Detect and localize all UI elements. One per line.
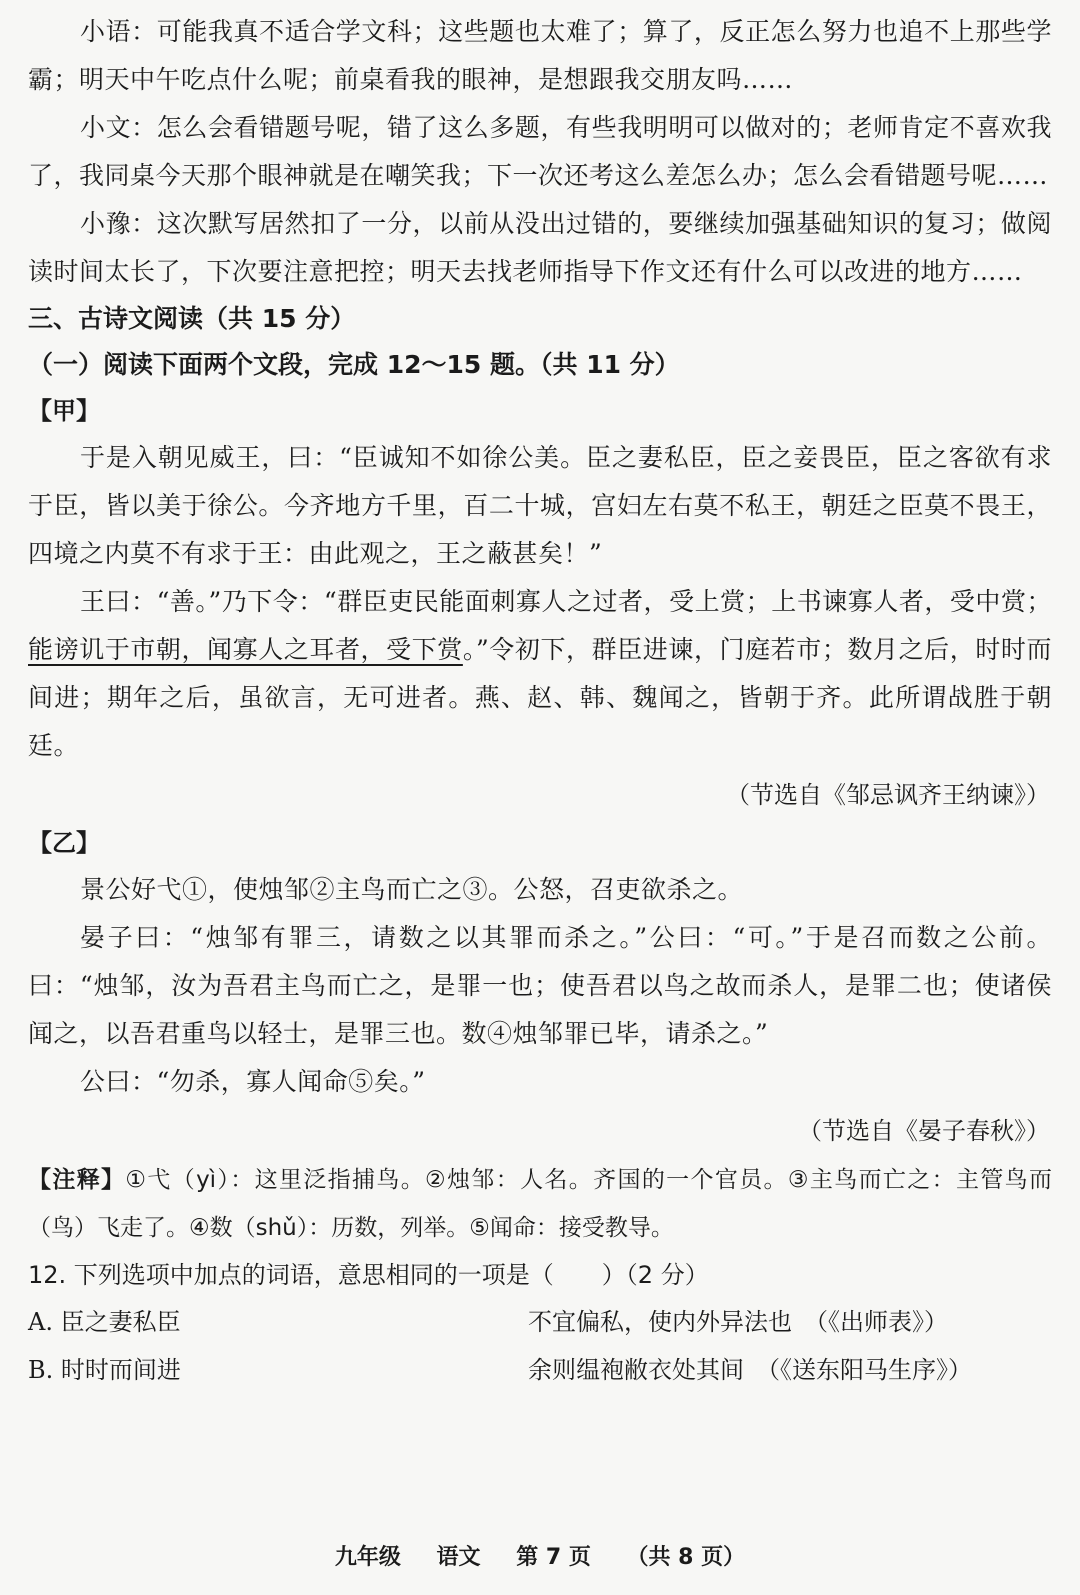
- passage-jia-paragraph-2: [28, 578, 1052, 770]
- page-footer: [0, 1540, 1080, 1576]
- passage-yi-source: （节选自《晏子春秋》）: [798, 1117, 1050, 1145]
- question-12-stem: 12. 下列选项中加点的词语，意思相同的一项是（ ）（2 分）: [28, 1261, 709, 1289]
- footer-subject: 语文: [436, 1545, 481, 1570]
- footer-total: （共 8 页）: [626, 1545, 746, 1570]
- speaker-label: 小豫：: [80, 209, 157, 238]
- option-left: B. 时时而间进: [28, 1356, 181, 1384]
- reflection-xiaoyu: [28, 8, 1052, 104]
- passage-yi-tag: 【乙】: [28, 829, 100, 857]
- passage-jia-tag: 【甲】: [28, 397, 100, 425]
- option-right: 余则缊袍敝衣处其间 （《送东阳马生序》）: [528, 1356, 972, 1384]
- section-heading: 三、古诗文阅读（共 15 分）: [28, 304, 356, 333]
- reflection-xiaowen: [28, 104, 1052, 200]
- option-right: 不宜偏私，使内外异法也 （《出师表》）: [528, 1308, 948, 1336]
- option-left: A. 臣之妻私臣: [28, 1308, 181, 1336]
- reflection-text: 怎么会看错题号呢，错了这么多题，有些我明明可以做对的；老师肯定不喜欢我了，我同桌今天那个眼神就是在嘲笑我；下一次还考这么差怎么办；怎么会看错题号呢……: [28, 113, 1052, 190]
- speaker-label: 小语：: [80, 17, 157, 46]
- passage-jia-paragraph-1: 于是入朝见威王，曰：“臣诚知不如徐公美。臣之妻私臣，臣之妾畏臣，臣之客欲有求于臣，皆以美于徐公。今齐地方千里，百二十城，宫妇左右莫不私王，朝廷之臣莫不畏王，四境之内莫不有求于王：由此观之，王之蔽甚矣！”: [28, 443, 1052, 568]
- footer-grade: 九年级: [334, 1545, 401, 1570]
- passage-yi-paragraph-2: 晏子曰：“烛邹有罪三，请数之以其罪而杀之。”公曰：“可。”于是召而数之公前。曰：“烛邹，汝为吾君主鸟而亡之，是罪一也；使吾君以鸟之故而杀人，是罪二也；使诸侯闻之，以吾君重鸟以轻士，是罪三也。数④烛邹罪已毕，请杀之。”: [28, 923, 1052, 1048]
- question-12-option-a: [28, 1298, 1052, 1346]
- passage-yi-paragraph-1: 景公好弋①，使烛邹②主鸟而亡之③。公怒，召吏欲杀之。: [80, 875, 744, 904]
- footer-page: 第 7 页: [516, 1545, 591, 1570]
- passage-text: 王曰：“善。”乃下令：“群臣吏民能面刺寡人之过者，受上赏；上书谏寡人者，受中赏；: [80, 587, 1052, 616]
- annotations-text: ①弋（yì）：这里泛指捕鸟。②烛邹：人名。齐国的一个官员。③主鸟而亡之：主管鸟而（鸟）飞走了。④数（shǔ）：历数，列举。⑤闻命：接受教导。: [28, 1167, 1053, 1241]
- reflection-text: 这次默写居然扣了一分，以前从没出过错的，要继续加强基础知识的复习；做阅读时间太长了，下次要注意把控；明天去找老师指导下作文还有什么可以改进的地方……: [28, 209, 1052, 286]
- reflection-xiaoyu2: [28, 200, 1052, 296]
- speaker-label: 小文：: [80, 113, 157, 142]
- passage-jia-source: （节选自《邹忌讽齐王纳谏》）: [726, 781, 1050, 809]
- reflection-text: 可能我真不适合学文科；这些题也太难了；算了，反正怎么努力也追不上那些学霸；明天中午吃点什么呢；前桌看我的眼神，是想跟我交朋友吗……: [28, 17, 1052, 94]
- question-12-option-b: [28, 1346, 1052, 1394]
- annotations: [28, 1156, 1052, 1252]
- annotations-label: 【注释】: [28, 1167, 126, 1193]
- passage-yi-paragraph-3: 公曰：“勿杀，寡人闻命⑤矣。”: [80, 1067, 426, 1096]
- underlined-sentence: 能谤讥于市朝，闻寡人之耳者，受下赏: [28, 635, 463, 664]
- passage-text: 。”令初下，群臣进谏，门庭若市；数月之后，时时而间进；期年之后，虽欲言，无可进者。燕、赵、韩、魏闻之，皆朝于齐。此所谓战胜于朝廷。: [28, 635, 1052, 760]
- sub-section-heading: （一）阅读下面两个文段，完成 12～15 题。（共 11 分）: [28, 350, 680, 379]
